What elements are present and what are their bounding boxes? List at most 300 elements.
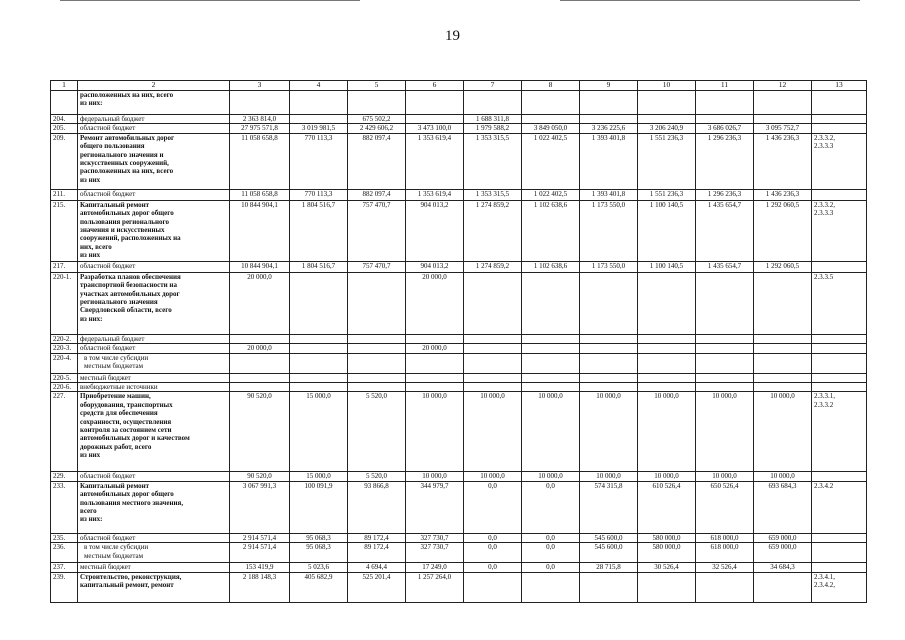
value-cell: 0,0 <box>522 533 580 542</box>
value-cell <box>696 334 754 343</box>
value-cell: 10 000,0 <box>754 392 812 472</box>
value-cell: 405 682,9 <box>290 572 348 602</box>
row-number-cell: 229. <box>51 472 78 481</box>
row-name-line: регионального значения и <box>80 150 164 159</box>
value-cell <box>696 91 754 115</box>
value-cell: 10 000,0 <box>406 472 464 481</box>
value-cell <box>696 572 754 602</box>
row-name-cell <box>78 189 230 200</box>
value-cell <box>464 383 522 392</box>
value-cell: 882 097,4 <box>348 189 406 200</box>
reference-cell <box>812 563 867 572</box>
reference-cell <box>812 353 867 373</box>
value-cell: 3 067 991,3 <box>230 481 290 533</box>
row-name-line: пользования регионального <box>80 217 170 226</box>
row-name-line: дорожных работ, всего <box>80 442 152 451</box>
value-cell: 153 419,9 <box>230 563 290 572</box>
scan-top-border-right <box>560 0 860 1</box>
header-cell: 6 <box>406 81 464 91</box>
value-cell: 904 013,2 <box>406 261 464 272</box>
row-number-cell: 227. <box>51 392 78 472</box>
value-cell <box>754 334 812 343</box>
row-name-line: федеральный бюджет <box>80 334 145 343</box>
reference-cell <box>812 533 867 542</box>
reference-cell <box>812 383 867 392</box>
value-cell: 675 502,2 <box>348 115 406 124</box>
row-name-line: сохранности, осуществления <box>80 417 172 426</box>
value-cell: 1 022 402,5 <box>522 133 580 189</box>
value-cell <box>754 91 812 115</box>
reference-cell <box>812 334 867 343</box>
value-cell: 3 019 981,5 <box>290 124 348 133</box>
reference-cell <box>812 344 867 353</box>
value-cell: 10 000,0 <box>638 392 696 472</box>
table-row <box>51 334 867 343</box>
row-name-cell <box>78 344 230 353</box>
table-row <box>51 472 867 481</box>
value-cell <box>580 334 638 343</box>
value-cell <box>522 383 580 392</box>
value-cell <box>464 373 522 382</box>
value-cell: 1 804 516,7 <box>290 261 348 272</box>
row-number-cell: 220-5. <box>51 373 78 382</box>
reference-line: 2.3.4.1, <box>814 572 835 581</box>
row-name-cell <box>78 91 230 115</box>
value-cell <box>638 373 696 382</box>
row-number-cell: 220-2. <box>51 334 78 343</box>
value-cell <box>406 91 464 115</box>
row-name-line: контроля за состоянием сети <box>80 426 172 435</box>
value-cell <box>230 383 290 392</box>
value-cell: 0,0 <box>522 481 580 533</box>
value-cell: 3 849 050,0 <box>522 124 580 133</box>
table-row <box>51 572 867 602</box>
row-name-line: автомобильных дорог и качеством <box>80 434 190 443</box>
header-cell: 1 <box>51 81 78 91</box>
value-cell <box>522 373 580 382</box>
value-cell: 10 000,0 <box>464 472 522 481</box>
reference-cell <box>812 133 867 189</box>
value-cell: 1 022 402,5 <box>522 189 580 200</box>
value-cell: 10 000,0 <box>464 392 522 472</box>
value-cell: 618 000,0 <box>696 533 754 542</box>
value-cell: 0,0 <box>522 563 580 572</box>
value-cell: 1 292 060,5 <box>754 200 812 261</box>
reference-cell <box>812 91 867 115</box>
value-cell: 10 000,0 <box>580 392 638 472</box>
reference-cell <box>812 124 867 133</box>
value-cell: 1 100 140,5 <box>638 200 696 261</box>
row-number-cell: 209. <box>51 133 78 189</box>
value-cell: 5 520,0 <box>348 472 406 481</box>
value-cell: 10 000,0 <box>696 392 754 472</box>
header-row <box>51 81 867 91</box>
row-name-line: из них: <box>80 314 103 323</box>
value-cell: 1 979 588,2 <box>464 124 522 133</box>
value-cell <box>464 334 522 343</box>
page-number: 19 <box>445 28 460 44</box>
row-number-cell: 220-6. <box>51 383 78 392</box>
value-cell: 20 000,0 <box>406 344 464 353</box>
value-cell: 1 292 060,5 <box>754 261 812 272</box>
row-name-line: местным бюджетам <box>84 362 144 371</box>
value-cell <box>464 91 522 115</box>
reference-cell <box>812 392 867 472</box>
reference-line: 2.3.3.5 <box>814 272 834 281</box>
budget-table <box>50 80 867 603</box>
value-cell: 1 274 859,2 <box>464 200 522 261</box>
row-name-line: пользования местного значения, <box>80 498 184 507</box>
value-cell: 1 173 550,0 <box>580 200 638 261</box>
scan-top-border-left <box>60 0 360 1</box>
value-cell: 0,0 <box>464 563 522 572</box>
reference-cell <box>812 200 867 261</box>
value-cell: 27 975 571,8 <box>230 124 290 133</box>
value-cell <box>348 272 406 334</box>
value-cell: 34 684,3 <box>754 563 812 572</box>
value-cell <box>290 344 348 353</box>
value-cell: 15 000,0 <box>290 472 348 481</box>
row-name-line: расположенных на них, всего <box>80 167 174 176</box>
row-name-line: местный бюджет <box>80 373 131 382</box>
value-cell: 1 102 638,6 <box>522 200 580 261</box>
table-row <box>51 189 867 200</box>
reference-line: 2.3.3.2, <box>814 200 835 209</box>
value-cell: 344 979,7 <box>406 481 464 533</box>
value-cell: 1 353 315,5 <box>464 133 522 189</box>
value-cell: 904 013,2 <box>406 200 464 261</box>
row-name-cell <box>78 124 230 133</box>
row-name-cell <box>78 353 230 373</box>
value-cell <box>290 353 348 373</box>
value-cell: 770 113,3 <box>290 133 348 189</box>
value-cell <box>696 272 754 334</box>
row-name-line: из них <box>80 175 101 184</box>
value-cell: 20 000,0 <box>406 272 464 334</box>
value-cell: 1 102 638,6 <box>522 261 580 272</box>
row-name-line: областной бюджет <box>80 189 136 198</box>
value-cell <box>696 383 754 392</box>
value-cell <box>638 115 696 124</box>
table-row <box>51 261 867 272</box>
row-name-cell <box>78 373 230 382</box>
value-cell <box>348 334 406 343</box>
value-cell <box>348 383 406 392</box>
value-cell: 10 844 904,1 <box>230 261 290 272</box>
value-cell: 1 551 236,3 <box>638 189 696 200</box>
value-cell <box>522 334 580 343</box>
reference-line: 2.3.3.3 <box>814 209 834 218</box>
value-cell <box>406 353 464 373</box>
value-cell <box>230 334 290 343</box>
value-cell: 20 000,0 <box>230 344 290 353</box>
header-cell: 2 <box>78 81 230 91</box>
value-cell: 770 113,3 <box>290 189 348 200</box>
row-name-cell <box>78 200 230 261</box>
value-cell <box>754 373 812 382</box>
value-cell: 3 095 752,7 <box>754 124 812 133</box>
value-cell: 650 526,4 <box>696 481 754 533</box>
row-number-cell: 233. <box>51 481 78 533</box>
value-cell: 882 097,4 <box>348 133 406 189</box>
header-cell: 11 <box>696 81 754 91</box>
value-cell <box>638 91 696 115</box>
value-cell <box>522 272 580 334</box>
row-name-line: искусственных сооружений, <box>80 159 169 168</box>
value-cell: 0,0 <box>464 533 522 542</box>
value-cell <box>406 373 464 382</box>
reference-cell <box>812 543 867 563</box>
value-cell <box>522 344 580 353</box>
row-number-cell: 217. <box>51 261 78 272</box>
row-number-cell: 235. <box>51 533 78 542</box>
row-name-line: Строительство, реконструкция, <box>80 572 182 581</box>
reference-line: 2.3.4.2, <box>814 581 835 590</box>
table-row <box>51 543 867 563</box>
row-name-line: из них <box>80 451 101 460</box>
row-name-line: оборудования, транспортных <box>80 400 173 409</box>
row-name-cell <box>78 563 230 572</box>
value-cell <box>348 373 406 382</box>
value-cell <box>696 344 754 353</box>
reference-cell <box>812 481 867 533</box>
row-name-cell <box>78 133 230 189</box>
value-cell: 1 296 236,3 <box>696 133 754 189</box>
header-cell: 10 <box>638 81 696 91</box>
reference-cell <box>812 189 867 200</box>
value-cell <box>638 383 696 392</box>
reference-cell <box>812 472 867 481</box>
table-row <box>51 481 867 533</box>
row-name-cell <box>78 572 230 602</box>
value-cell <box>580 572 638 602</box>
value-cell <box>522 91 580 115</box>
value-cell <box>638 334 696 343</box>
value-cell: 17 249,0 <box>406 563 464 572</box>
row-name-line: Ремонт автомобильных дорог <box>80 133 175 142</box>
row-name-line: областной бюджет <box>80 124 136 133</box>
row-name-cell <box>78 261 230 272</box>
row-number-cell: 236. <box>51 543 78 563</box>
row-name-line: средств для обеспечения <box>80 409 158 418</box>
row-name-line: общего пользования <box>80 142 145 151</box>
header-cell: 3 <box>230 81 290 91</box>
value-cell: 90 520,0 <box>230 392 290 472</box>
value-cell: 1 436 236,3 <box>754 189 812 200</box>
value-cell <box>464 572 522 602</box>
value-cell: 10 844 904,1 <box>230 200 290 261</box>
value-cell: 3 206 240,9 <box>638 124 696 133</box>
value-cell: 1 688 311,8 <box>464 115 522 124</box>
row-name-cell <box>78 115 230 124</box>
value-cell: 1 173 550,0 <box>580 261 638 272</box>
row-name-line: областной бюджет <box>80 344 136 353</box>
value-cell <box>290 91 348 115</box>
row-name-line: Капитальный ремонт <box>80 481 150 490</box>
value-cell: 659 000,0 <box>754 543 812 563</box>
row-number-cell: 220-4. <box>51 353 78 373</box>
row-number-cell: 215. <box>51 200 78 261</box>
row-name-line: областной бюджет <box>80 472 136 481</box>
header-cell: 8 <box>522 81 580 91</box>
value-cell <box>522 353 580 373</box>
value-cell: 3 686 026,7 <box>696 124 754 133</box>
value-cell <box>754 353 812 373</box>
value-cell: 95 068,3 <box>290 533 348 542</box>
row-name-cell <box>78 383 230 392</box>
row-name-cell <box>78 533 230 542</box>
value-cell: 11 058 658,8 <box>230 189 290 200</box>
table-row <box>51 563 867 572</box>
value-cell: 1 296 236,3 <box>696 189 754 200</box>
row-name-line: участках автомобильных дорог <box>80 289 180 298</box>
row-name-line: местным бюджетам <box>84 551 144 560</box>
value-cell <box>580 91 638 115</box>
row-name-line: федеральный бюджет <box>80 115 145 123</box>
table-row <box>51 133 867 189</box>
row-number-cell: 220-1. <box>51 272 78 334</box>
value-cell: 10 000,0 <box>406 392 464 472</box>
row-name-cell <box>78 481 230 533</box>
header-cell: 13 <box>812 81 867 91</box>
value-cell: 100 091,9 <box>290 481 348 533</box>
value-cell: 30 526,4 <box>638 563 696 572</box>
value-cell <box>580 344 638 353</box>
value-cell: 2 429 606,2 <box>348 124 406 133</box>
value-cell <box>348 344 406 353</box>
value-cell <box>754 344 812 353</box>
value-cell: 545 600,0 <box>580 533 638 542</box>
table-row <box>51 344 867 353</box>
value-cell <box>696 373 754 382</box>
value-cell <box>696 353 754 373</box>
value-cell: 32 526,4 <box>696 563 754 572</box>
value-cell <box>348 91 406 115</box>
table-row <box>51 272 867 334</box>
value-cell <box>580 272 638 334</box>
row-name-line: внебюджетные источники <box>80 383 158 392</box>
reference-line: 2.3.3.3 <box>814 142 834 151</box>
row-number-cell <box>51 91 78 115</box>
value-cell: 659 000,0 <box>754 533 812 542</box>
value-cell: 693 684,3 <box>754 481 812 533</box>
header-cell: 4 <box>290 81 348 91</box>
value-cell: 3 473 100,0 <box>406 124 464 133</box>
value-cell <box>290 373 348 382</box>
value-cell: 1 393 401,8 <box>580 189 638 200</box>
value-cell: 10 000,0 <box>638 472 696 481</box>
table-row <box>51 353 867 373</box>
row-name-line: значения и искусственных <box>80 226 165 235</box>
row-number-cell: 237. <box>51 563 78 572</box>
value-cell: 327 730,7 <box>406 543 464 563</box>
row-name-line: областной бюджет <box>80 261 136 270</box>
value-cell <box>230 353 290 373</box>
reference-line: 2.3.3.2, <box>814 133 835 142</box>
value-cell: 2 188 148,3 <box>230 572 290 602</box>
row-name-line: всего <box>80 507 97 516</box>
value-cell <box>290 334 348 343</box>
row-name-line: капитальный ремонт, ремонт <box>80 581 174 590</box>
value-cell: 580 000,0 <box>638 533 696 542</box>
row-name-line: автомобильных дорог общего <box>80 490 174 499</box>
row-name-line: них, всего <box>80 242 112 251</box>
value-cell: 10 000,0 <box>522 392 580 472</box>
row-name-line: из них: <box>80 515 103 524</box>
row-name-line: Разработка планов обеспечения <box>80 272 181 281</box>
value-cell: 327 730,7 <box>406 533 464 542</box>
value-cell <box>638 272 696 334</box>
reference-line: 2.3.4.2 <box>814 481 834 490</box>
header-cell: 9 <box>580 81 638 91</box>
value-cell: 1 100 140,5 <box>638 261 696 272</box>
value-cell: 1 257 264,0 <box>406 572 464 602</box>
value-cell: 574 315,8 <box>580 481 638 533</box>
value-cell: 89 172,4 <box>348 533 406 542</box>
value-cell: 95 068,3 <box>290 543 348 563</box>
value-cell: 5 520,0 <box>348 392 406 472</box>
row-name-line: автомобильных дорог общего <box>80 209 174 218</box>
value-cell <box>638 353 696 373</box>
value-cell: 28 715,8 <box>580 563 638 572</box>
value-cell: 20 000,0 <box>230 272 290 334</box>
reference-line: 2.3.3.2 <box>814 400 834 409</box>
value-cell: 10 000,0 <box>580 472 638 481</box>
value-cell: 757 470,7 <box>348 200 406 261</box>
reference-cell <box>812 261 867 272</box>
row-name-line: из них: <box>80 99 103 108</box>
row-name-line: в том числе субсидии <box>84 543 149 552</box>
row-number-cell: 211. <box>51 189 78 200</box>
table-row <box>51 200 867 261</box>
value-cell: 1 435 654,7 <box>696 200 754 261</box>
value-cell: 545 600,0 <box>580 543 638 563</box>
value-cell: 4 694,4 <box>348 563 406 572</box>
reference-cell <box>812 572 867 602</box>
value-cell <box>406 115 464 124</box>
value-cell: 2 363 814,0 <box>230 115 290 124</box>
value-cell: 1 353 619,4 <box>406 133 464 189</box>
value-cell <box>754 115 812 124</box>
reference-line: 2.3.3.1, <box>814 392 835 401</box>
value-cell: 618 000,0 <box>696 543 754 563</box>
value-cell: 10 000,0 <box>522 472 580 481</box>
row-number-cell: 239. <box>51 572 78 602</box>
table-row <box>51 383 867 392</box>
table-row <box>51 115 867 124</box>
value-cell <box>406 383 464 392</box>
value-cell: 525 201,4 <box>348 572 406 602</box>
value-cell <box>290 383 348 392</box>
value-cell <box>290 115 348 124</box>
row-name-line: Капитальный ремонт <box>80 200 150 209</box>
row-name-line: сооружений, расположенных на <box>80 234 181 243</box>
value-cell: 89 172,4 <box>348 543 406 563</box>
value-cell <box>580 115 638 124</box>
value-cell: 5 023,6 <box>290 563 348 572</box>
value-cell <box>290 272 348 334</box>
row-name-line: транспортной безопасности на <box>80 281 177 290</box>
value-cell: 0,0 <box>464 543 522 563</box>
table-row <box>51 392 867 472</box>
table-row <box>51 533 867 542</box>
table-row <box>51 124 867 133</box>
row-name-cell <box>78 392 230 472</box>
value-cell <box>696 115 754 124</box>
row-number-cell: 205. <box>51 124 78 133</box>
value-cell <box>230 91 290 115</box>
row-name-line: местный бюджет <box>80 563 131 572</box>
